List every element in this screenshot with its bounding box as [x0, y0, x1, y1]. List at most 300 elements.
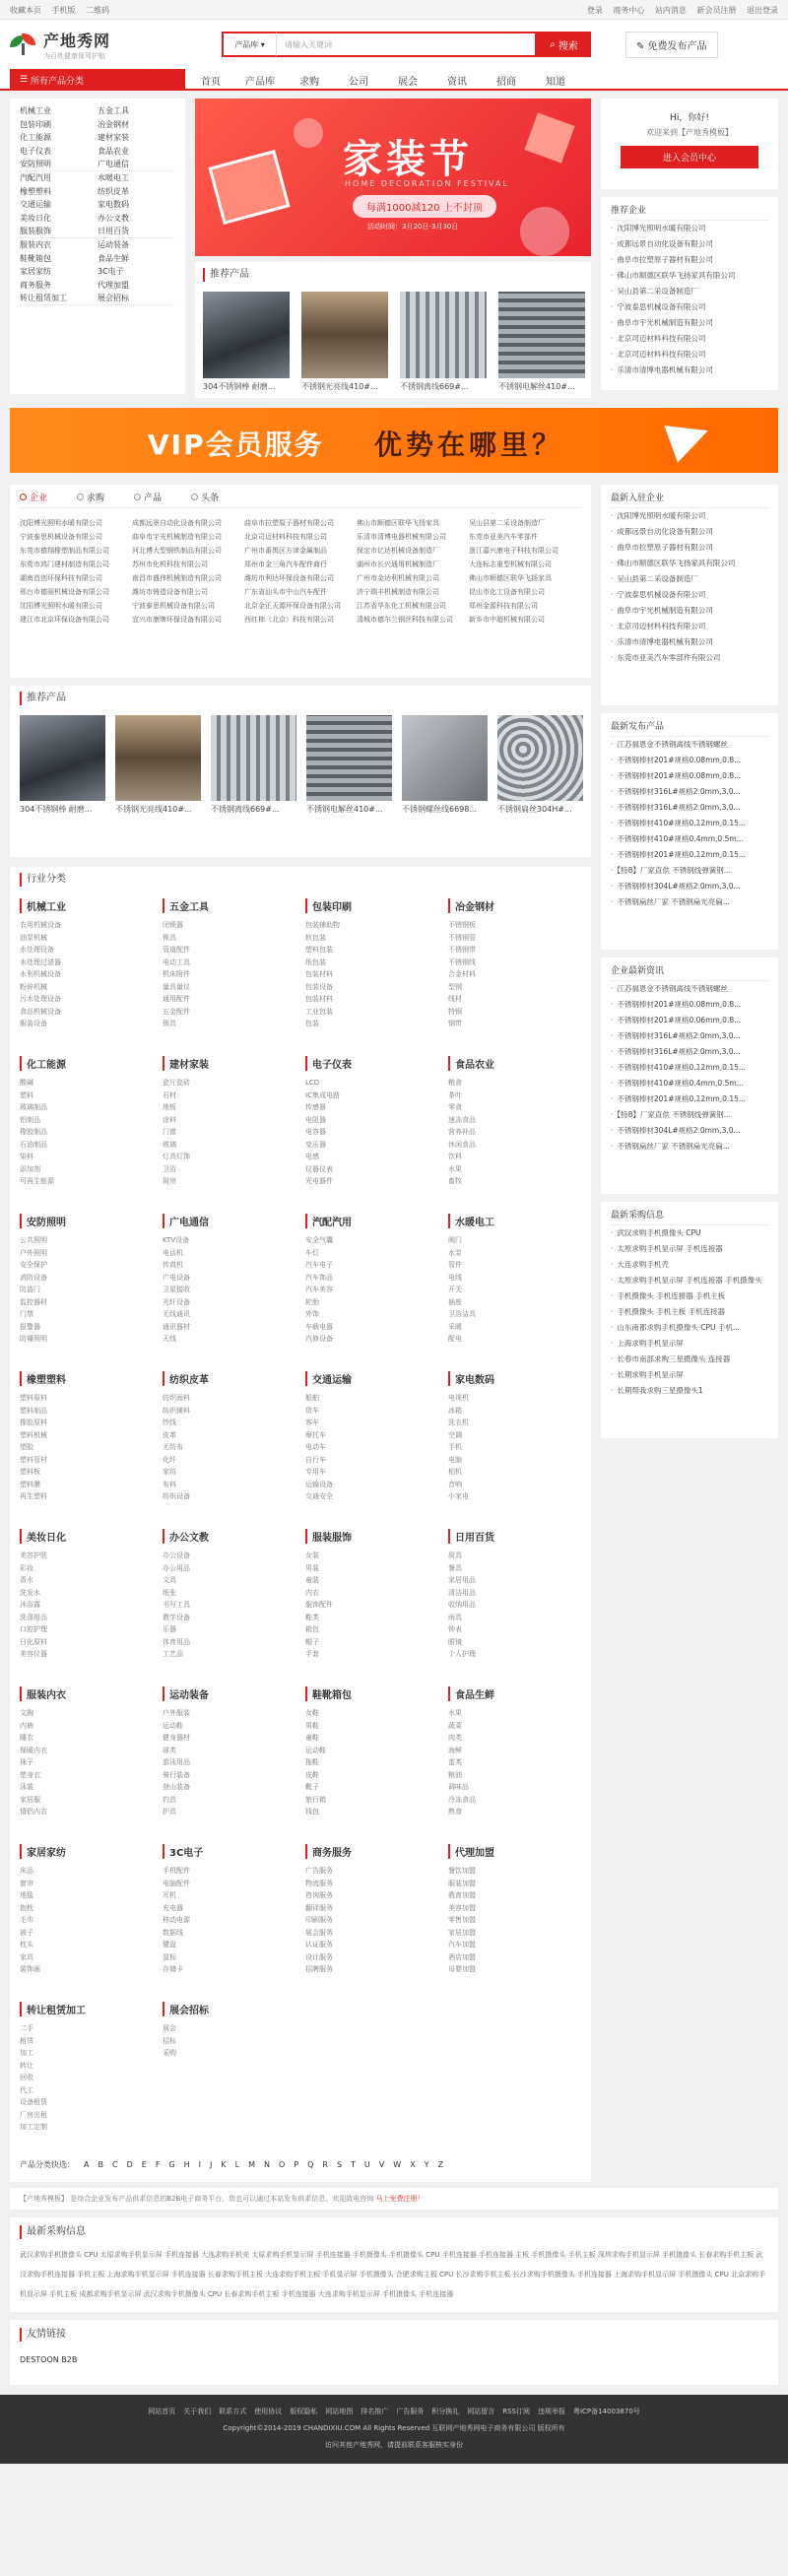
industry-link[interactable]: 塑料制品: [20, 1406, 47, 1415]
industry-title[interactable]: 展会招标: [163, 2002, 296, 2016]
industry-link[interactable]: 洗涤用品: [20, 1613, 47, 1621]
industry-link[interactable]: 装饰画: [20, 1965, 40, 1973]
list-item[interactable]: · 不锈钢棒材316L#规格2.0mm,3.0...: [611, 800, 768, 816]
promo-banner[interactable]: [195, 99, 591, 256]
topbar-link-favorite[interactable]: 收藏本页: [10, 5, 41, 15]
industry-link[interactable]: 设计服务: [305, 1952, 333, 1961]
list-item[interactable]: · 江苏福恩金不锈钢离线不锈钢螺丝: [611, 981, 768, 997]
industry-link[interactable]: 安全保护: [20, 1261, 47, 1269]
company-link[interactable]: 北京司迈材料科技有限公司: [244, 533, 327, 541]
industry-link[interactable]: 阀门: [448, 1236, 462, 1244]
industry-link[interactable]: 塑身衣: [20, 1770, 40, 1779]
industry-link[interactable]: 个人护理: [448, 1650, 476, 1658]
product-card[interactable]: [115, 715, 201, 815]
footer-link[interactable]: 广告服务: [396, 2408, 425, 2415]
category-link[interactable]: 化工能源: [20, 133, 51, 143]
industry-link[interactable]: 仪器仪表: [305, 1164, 333, 1173]
industry-link[interactable]: 玻璃: [163, 1140, 176, 1149]
industry-link[interactable]: 回收: [20, 2074, 33, 2081]
industry-link[interactable]: 铝制品: [20, 1115, 40, 1124]
industry-link[interactable]: 汽车加盟: [448, 1941, 476, 1949]
industry-link[interactable]: 男装: [305, 1563, 319, 1572]
industry-link[interactable]: 客车: [305, 1419, 319, 1426]
company-link[interactable]: 苏州市化机科技有限公司: [132, 561, 208, 568]
letter-link[interactable]: O: [278, 2160, 286, 2169]
industry-link[interactable]: 手套: [305, 1650, 319, 1658]
list-item[interactable]: · 不锈钢扁丝厂家 不锈钢扁光亮扁...: [611, 894, 768, 910]
company-link[interactable]: 佛山市顺德区联华飞扬家具: [469, 574, 552, 582]
company-link[interactable]: 保定市亿达机械设备制造厂: [357, 547, 439, 555]
footer-link[interactable]: 关于我们: [183, 2408, 212, 2415]
list-item[interactable]: · 不锈钢棒材201#规格0.06mm,0.8...: [611, 1013, 768, 1028]
letter-link[interactable]: N: [263, 2160, 270, 2169]
category-link[interactable]: 五金工具: [98, 106, 129, 116]
product-card[interactable]: [498, 292, 585, 392]
letter-link[interactable]: K: [221, 2160, 227, 2169]
industry-link[interactable]: 健身器材: [163, 1734, 190, 1742]
list-item[interactable]: · 乐清市清博电器机械有限公司: [611, 634, 768, 650]
list-item[interactable]: · 不锈钢棒材316L#规格2.0mm,3.0...: [611, 1028, 768, 1044]
list-item[interactable]: · 东莞市亚美汽车零部件有限公司: [611, 650, 768, 666]
category-link[interactable]: 食品农业: [98, 147, 129, 157]
industry-link[interactable]: 食品机械设备: [20, 1007, 61, 1016]
industry-link[interactable]: 不锈钢管: [448, 933, 476, 942]
footer-link[interactable]: 版权隐私: [290, 2408, 318, 2415]
industry-title[interactable]: 日用百货: [448, 1529, 581, 1544]
product-image[interactable]: [306, 715, 392, 801]
topbar-link-mobile[interactable]: 手机版: [51, 5, 76, 15]
industry-link[interactable]: 管道配件: [163, 946, 190, 954]
industry-link[interactable]: 二手: [20, 2024, 33, 2032]
list-item[interactable]: · 佛山市顺德区联华飞扬家具有限公司: [611, 556, 768, 571]
industry-link[interactable]: 数据线: [163, 1928, 183, 1937]
company-link[interactable]: 乐清市清博电器机械有限公司: [357, 533, 446, 541]
product-card[interactable]: [402, 715, 488, 815]
industry-link[interactable]: 监控器材: [20, 1297, 47, 1306]
list-item[interactable]: · 不锈钢棒材410#规格0.12mm,0.15...: [611, 1060, 768, 1076]
list-item[interactable]: · 吴山县第二采设备制造厂: [611, 284, 768, 299]
industry-link[interactable]: 加工: [20, 2049, 33, 2057]
product-image[interactable]: [400, 292, 487, 378]
topbar-link-register[interactable]: 新会员注册: [696, 5, 737, 15]
industry-link[interactable]: 交通安全: [305, 1492, 333, 1500]
product-card[interactable]: [306, 715, 392, 815]
industry-link[interactable]: 毛巾: [20, 1916, 33, 1924]
industry-link[interactable]: 光纤设备: [163, 1297, 190, 1306]
company-link[interactable]: 成都远景自动化设备有限公司: [132, 519, 222, 527]
industry-link[interactable]: 农用机械设备: [20, 921, 61, 929]
nav-item-home[interactable]: 首页: [201, 76, 221, 88]
industry-link[interactable]: 玻璃制品: [20, 1103, 47, 1111]
industry-link[interactable]: 电容器: [305, 1128, 326, 1136]
industry-link[interactable]: 服装加盟: [448, 1879, 476, 1887]
industry-link[interactable]: 女鞋: [305, 1709, 319, 1717]
category-link[interactable]: 机械工业: [20, 106, 51, 116]
company-link[interactable]: 昆山市化工设备有限公司: [469, 588, 545, 596]
industry-link[interactable]: 染料: [20, 1153, 33, 1160]
industry-link[interactable]: 窗帘: [20, 1879, 33, 1887]
list-item[interactable]: · 太原求购手机显示屏 手机连接器 手机摄像头: [611, 1273, 768, 1288]
list-item[interactable]: · 曲阜市拉塑原子器材有限公司: [611, 252, 768, 268]
footer-link[interactable]: 使用协议: [254, 2408, 283, 2415]
industry-link[interactable]: 充电器: [163, 1903, 183, 1912]
industry-link[interactable]: 合金材料: [448, 970, 476, 978]
industry-link[interactable]: 再生塑料: [20, 1492, 47, 1500]
industry-link[interactable]: 收纳用品: [448, 1601, 476, 1609]
industry-link[interactable]: 箱包: [305, 1625, 319, 1633]
industry-link[interactable]: 货车: [305, 1406, 319, 1415]
industry-link[interactable]: 办公设备: [163, 1552, 190, 1559]
industry-link[interactable]: 认证服务: [305, 1941, 333, 1949]
industry-link[interactable]: 通用配件: [163, 995, 190, 1003]
letter-link[interactable]: G: [168, 2160, 175, 2169]
industry-link[interactable]: 服饰配件: [305, 1601, 333, 1609]
company-link[interactable]: 广州市番禺区方津金属制品: [244, 547, 327, 555]
industry-link[interactable]: 水果: [448, 1709, 462, 1717]
list-item[interactable]: · 不锈钢棒材316L#规格2.0mm,3.0...: [611, 784, 768, 800]
industry-link[interactable]: 办公用品: [163, 1563, 190, 1572]
product-name[interactable]: 不锈钢离线669#...: [211, 805, 280, 814]
industry-link[interactable]: 钢带: [448, 1020, 462, 1027]
footer-link[interactable]: 违规举报: [537, 2408, 565, 2415]
industry-link[interactable]: 卫浴洁具: [448, 1310, 476, 1318]
product-card[interactable]: [301, 292, 388, 392]
nav-item-products[interactable]: 产品库: [245, 76, 275, 88]
company-link[interactable]: 曲阜市拉塑原子器材有限公司: [244, 519, 334, 527]
industry-link[interactable]: 骑行装备: [163, 1770, 190, 1779]
industry-link[interactable]: 印刷服务: [305, 1916, 333, 1924]
vip-banner[interactable]: [10, 408, 778, 473]
industry-link[interactable]: 不锈钢带: [448, 946, 476, 954]
industry-link[interactable]: 餐饮加盟: [448, 1867, 476, 1875]
industry-link[interactable]: 存储卡: [163, 1965, 183, 1973]
industry-link[interactable]: 休闲食品: [448, 1140, 476, 1149]
industry-link[interactable]: 美容加盟: [448, 1903, 476, 1912]
industry-link[interactable]: 粉碎机械: [20, 982, 47, 991]
list-item[interactable]: · 不锈钢棒材316L#规格2.0mm,3.0...: [611, 1044, 768, 1060]
letter-link[interactable]: Q: [307, 2160, 314, 2169]
nav-item-knowledge[interactable]: 知道: [546, 76, 565, 88]
industry-link[interactable]: 登山装备: [163, 1783, 190, 1791]
industry-link[interactable]: 相机: [448, 1468, 462, 1476]
industry-link[interactable]: 钱包: [305, 1808, 319, 1816]
industry-link[interactable]: 抱枕: [20, 1903, 33, 1912]
company-link[interactable]: 新乡市中超机械有限公司: [469, 616, 545, 624]
industry-link[interactable]: 酸碱: [20, 1079, 33, 1087]
industry-link[interactable]: 锁具: [163, 1020, 176, 1027]
footer-link[interactable]: RSS订阅: [502, 2408, 530, 2415]
industry-title[interactable]: 化工能源: [20, 1056, 153, 1071]
industry-link[interactable]: 冷冻食品: [448, 1795, 476, 1804]
industry-link[interactable]: 情侣内衣: [20, 1808, 47, 1816]
company-link[interactable]: 邢台市德丽机械设备有限公司: [20, 588, 109, 596]
industry-link[interactable]: 电视机: [448, 1394, 469, 1402]
company-link[interactable]: 沈阳博光照明水暖有限公司: [20, 519, 102, 527]
nav-item-companies[interactable]: 公司: [349, 76, 368, 88]
list-item[interactable]: · 不锈钢扁丝厂家 不锈钢扁光亮扁...: [611, 1139, 768, 1155]
letter-link[interactable]: T: [351, 2160, 356, 2169]
industry-link[interactable]: 水处理设备: [20, 946, 54, 954]
category-link[interactable]: 建材家装: [98, 133, 129, 143]
industry-title[interactable]: 代理加盟: [448, 1844, 581, 1859]
topbar-link-logout[interactable]: 退出登录: [747, 5, 778, 15]
industry-link[interactable]: 传真机: [163, 1261, 183, 1269]
industry-link[interactable]: 无纺布: [163, 1443, 183, 1451]
industry-link[interactable]: 传感器: [305, 1103, 326, 1111]
list-item[interactable]: · 曲阜市宇光机械制造有限公司: [611, 315, 768, 331]
list-item[interactable]: · 曲阜市拉塑原子器材有限公司: [611, 540, 768, 556]
letter-link[interactable]: U: [363, 2160, 370, 2169]
industry-link[interactable]: 日化原料: [20, 1637, 47, 1646]
industry-link[interactable]: 枕头: [20, 1941, 33, 1949]
industry-title[interactable]: 办公文教: [163, 1529, 296, 1544]
industry-link[interactable]: 软包装: [305, 933, 326, 942]
industry-title[interactable]: 美妆日化: [20, 1529, 153, 1544]
industry-link[interactable]: 采暖: [448, 1322, 462, 1331]
industry-title[interactable]: 包装印刷: [305, 898, 438, 913]
product-name[interactable]: 不锈钢电解丝410#...: [306, 805, 383, 814]
list-item[interactable]: · 北京司迈材料科技有限公司: [611, 347, 768, 363]
industry-link[interactable]: 电脑: [448, 1455, 462, 1464]
list-item[interactable]: · 不锈钢棒材410#规格0.12mm,0.15...: [611, 816, 768, 831]
company-link[interactable]: 建江市北京环保设备有限公司: [20, 616, 109, 624]
category-link[interactable]: 展会招标: [98, 294, 129, 303]
list-item[interactable]: · 【特8】厂家直供 不锈钢线弹簧钢...: [611, 863, 768, 879]
industry-link[interactable]: IC集成电路: [305, 1090, 340, 1099]
industry-title[interactable]: 建材家装: [163, 1056, 296, 1071]
tab-0[interactable]: [20, 491, 47, 503]
industry-link[interactable]: 童装: [305, 1576, 319, 1584]
product-image[interactable]: [498, 292, 585, 378]
industry-title[interactable]: 五金工具: [163, 898, 296, 913]
industry-link[interactable]: 厨具: [448, 1552, 462, 1559]
list-item[interactable]: · 太原求购手机显示屏 手机连接器: [611, 1241, 768, 1257]
industry-link[interactable]: 代工: [20, 2085, 33, 2094]
letter-link[interactable]: F: [155, 2160, 161, 2169]
industry-title[interactable]: 安防照明: [20, 1214, 153, 1228]
footer-link[interactable]: 网站首页: [148, 2408, 176, 2415]
list-item[interactable]: · 北京司迈材料科技有限公司: [611, 331, 768, 347]
topbar-link-business-center[interactable]: 商务中心: [613, 5, 645, 15]
industry-link[interactable]: 塑料机械: [20, 1430, 47, 1439]
industry-link[interactable]: 皮鞋: [305, 1770, 319, 1779]
industry-link[interactable]: 家具: [20, 1952, 33, 1961]
industry-link[interactable]: 展会服务: [305, 1928, 333, 1937]
product-card[interactable]: [203, 292, 290, 392]
list-item[interactable]: · 乐清市清博电器机械有限公司: [611, 363, 768, 378]
industry-title[interactable]: 水暖电工: [448, 1214, 581, 1228]
industry-link[interactable]: 纺织面料: [163, 1394, 190, 1402]
letter-link[interactable]: J: [210, 2160, 213, 2169]
list-item[interactable]: · 长期求购手机显示屏: [611, 1367, 768, 1383]
industry-link[interactable]: 蔬菜: [448, 1721, 462, 1730]
industry-link[interactable]: 冰箱: [448, 1406, 462, 1415]
industry-link[interactable]: 污水处理设备: [20, 995, 61, 1003]
industry-link[interactable]: 门窗: [163, 1128, 176, 1136]
industry-link[interactable]: 广电设备: [163, 1273, 190, 1282]
list-item[interactable]: · 武汉求购手机摄像头 CPU: [611, 1225, 768, 1241]
industry-link[interactable]: 咨询服务: [305, 1891, 333, 1899]
list-item[interactable]: · 上海求购手机显示屏: [611, 1336, 768, 1352]
industry-link[interactable]: 女装: [305, 1552, 319, 1559]
industry-link[interactable]: 布料: [163, 1480, 176, 1488]
product-card[interactable]: [400, 292, 487, 392]
industry-link[interactable]: 内裤: [20, 1721, 33, 1730]
category-link[interactable]: 服装内衣: [20, 240, 51, 250]
list-item[interactable]: · 宁波泰思机械设备有限公司: [611, 299, 768, 315]
list-item[interactable]: · 手机摄像头 手机主板 手机连接器: [611, 1304, 768, 1320]
industry-link[interactable]: 工业包装: [305, 1007, 333, 1016]
industry-link[interactable]: 营养补品: [448, 1128, 476, 1136]
list-item[interactable]: · 长期帮我求购三星摄像头1: [611, 1383, 768, 1399]
industry-link[interactable]: 配电: [448, 1335, 462, 1343]
industry-link[interactable]: 插座: [448, 1297, 462, 1306]
industry-link[interactable]: 报警器: [20, 1322, 40, 1331]
industry-link[interactable]: 纸包装: [305, 958, 326, 966]
publish-product-button[interactable]: ✎ 免费发布产品: [625, 32, 718, 58]
industry-link[interactable]: 车灯: [305, 1248, 319, 1257]
industry-title[interactable]: 服装服饰: [305, 1529, 438, 1544]
industry-link[interactable]: 纺织设备: [163, 1492, 190, 1500]
industry-title[interactable]: 电子仪表: [305, 1056, 438, 1071]
industry-link[interactable]: 塑料膜: [20, 1480, 40, 1488]
list-item[interactable]: · 不锈钢棒材304L#规格2.0mm,3.0...: [611, 879, 768, 894]
industry-link[interactable]: 小家电: [448, 1492, 469, 1500]
industry-link[interactable]: 纱线: [163, 1419, 176, 1426]
industry-link[interactable]: 塑胶: [20, 1443, 33, 1451]
category-link[interactable]: 交通运输: [20, 200, 51, 210]
industry-link[interactable]: 靴子: [305, 1783, 319, 1791]
industry-link[interactable]: 门禁: [20, 1310, 33, 1318]
industry-link[interactable]: 乐器: [163, 1625, 176, 1633]
company-link[interactable]: 济宁瑞丰机械制造有限公司: [357, 588, 439, 596]
industry-link[interactable]: 体育用品: [163, 1637, 190, 1646]
footer-link[interactable]: 粤ICP备14003870号: [572, 2408, 640, 2415]
industry-link[interactable]: 运动鞋: [163, 1721, 183, 1730]
industry-title[interactable]: 机械工业: [20, 898, 153, 913]
all-categories-button[interactable]: ☰ 所有产品分类: [10, 69, 185, 91]
category-link[interactable]: 汽配汽用: [20, 173, 51, 183]
industry-link[interactable]: 蛋类: [448, 1758, 462, 1766]
company-link[interactable]: 潍坊市利达环保设备有限公司: [244, 574, 334, 582]
industry-title[interactable]: 冶金钢材: [448, 898, 581, 913]
industry-link[interactable]: 口腔护理: [20, 1625, 47, 1633]
industry-link[interactable]: 游泳用品: [163, 1758, 190, 1766]
industry-link[interactable]: 化纤: [163, 1455, 176, 1464]
list-item[interactable]: · 大连求购手机壳: [611, 1257, 768, 1273]
industry-link[interactable]: 工艺品: [163, 1650, 183, 1658]
topbar-link-messages[interactable]: 站内消息: [654, 5, 687, 15]
category-link[interactable]: 转让租赁加工: [20, 294, 67, 303]
category-link[interactable]: 纺织皮革: [98, 186, 129, 196]
industry-link[interactable]: 拖鞋: [305, 1758, 319, 1766]
category-link[interactable]: 电子仪表: [20, 147, 51, 157]
industry-link[interactable]: 运输设备: [305, 1480, 333, 1488]
member-center-button[interactable]: 进入会员中心: [621, 146, 758, 168]
industry-link[interactable]: 粮食: [448, 1079, 462, 1087]
industry-link[interactable]: 防盗门: [20, 1286, 40, 1293]
product-card[interactable]: [20, 715, 105, 815]
search-category-select[interactable]: 产品库 ▾: [222, 32, 276, 57]
industry-link[interactable]: 家居用品: [448, 1576, 476, 1584]
letter-link[interactable]: P: [294, 2160, 299, 2169]
nav-item-buying[interactable]: 求购: [299, 76, 319, 88]
company-link[interactable]: 东莞市亚美汽车零部件: [469, 533, 538, 541]
industry-link[interactable]: 安全气囊: [305, 1236, 333, 1244]
product-name[interactable]: 不锈钢扁丝304H#...: [497, 805, 572, 814]
industry-link[interactable]: 轮胎: [305, 1297, 319, 1306]
industry-link[interactable]: 特钢: [448, 1007, 462, 1016]
list-item[interactable]: · 不锈钢棒材304L#规格2.0mm,3.0...: [611, 1123, 768, 1139]
product-image[interactable]: [203, 292, 290, 378]
letter-link[interactable]: W: [393, 2160, 402, 2169]
industry-link[interactable]: 鞋类: [305, 1613, 319, 1621]
list-item[interactable]: · 江苏福恩金不锈钢离线不锈钢螺丝: [611, 737, 768, 753]
product-image[interactable]: [211, 715, 296, 801]
industry-link[interactable]: 畜牧: [448, 1177, 462, 1185]
industry-link[interactable]: 睡衣: [20, 1734, 33, 1742]
industry-link[interactable]: 纺织辅料: [163, 1406, 190, 1415]
industry-title[interactable]: 3C电子: [163, 1844, 296, 1859]
letter-link[interactable]: A: [84, 2160, 90, 2169]
product-image[interactable]: [301, 292, 388, 378]
category-link[interactable]: 家电数码: [98, 200, 129, 210]
industry-link[interactable]: 招标: [163, 2036, 176, 2045]
industry-link[interactable]: 塑料包装: [305, 946, 333, 954]
industry-link[interactable]: 石材: [163, 1090, 176, 1099]
industry-link[interactable]: 袜子: [20, 1758, 33, 1766]
category-link[interactable]: 运动装备: [98, 240, 129, 250]
industry-link[interactable]: 光电器件: [305, 1177, 333, 1185]
company-link[interactable]: 广东省汕头市中山汽车配件: [244, 588, 327, 596]
category-link[interactable]: 办公文教: [98, 214, 129, 224]
industry-link[interactable]: 设备租赁: [20, 2098, 47, 2106]
register-link[interactable]: 马上免费注册！: [375, 2195, 425, 2203]
industry-title[interactable]: 橡塑塑料: [20, 1371, 153, 1386]
industry-link[interactable]: 锁具: [163, 933, 176, 942]
industry-link[interactable]: 型钢: [448, 982, 462, 991]
industry-link[interactable]: 洗衣机: [448, 1419, 469, 1426]
industry-link[interactable]: 床品: [20, 1867, 33, 1875]
industry-link[interactable]: LCD: [305, 1079, 320, 1087]
topbar-link-login[interactable]: 登录: [586, 5, 603, 15]
industry-link[interactable]: 灯具灯饰: [163, 1153, 190, 1160]
industry-link[interactable]: 转让: [20, 2061, 33, 2070]
industry-title[interactable]: 食品生鲜: [448, 1686, 581, 1701]
buying-text[interactable]: 武汉求购手机摄像头 CPU 太原求购手机显示屏 手机连接器 大连求购手机壳 太原求购手机显示屏 手机连接器 手机摄像头 手机摄像头 CPU 手机连接器 手机连接器 主板 手机摄像头 手机主板 深圳求购手机显示屏 手机摄像头 长春求购手机主板 武汉求购手机连接器 手机主板 上海求购手机显示屏 手机连接器 长春求购手机主板 大连求购手机主板 手机显示屏 手机摄像头 合肥求购主板 CPU 长沙求购手机主板 长沙求购手机摄像头 手机连接器 上海求购手机显示屏 手机摄像头 CPU 北京求购手机显示屏 手机主板 成都求购手机显示屏 武汉求购手机摄像头 CPU 长春求购手机主板 手机连接器 大连求购手机显示屏 手机摄像头 手机连接器: [20, 2251, 766, 2298]
list-item[interactable]: · 不锈钢棒材201#规格0.08mm,0.8...: [611, 768, 768, 784]
industry-link[interactable]: 家居服: [20, 1795, 40, 1804]
industry-link[interactable]: 石油制品: [20, 1140, 47, 1149]
industry-link[interactable]: 球类: [163, 1746, 176, 1754]
category-link[interactable]: 食品生鲜: [98, 253, 129, 263]
letter-link[interactable]: S: [336, 2160, 343, 2169]
industry-link[interactable]: 教学设备: [163, 1613, 190, 1621]
industry-link[interactable]: 零售加盟: [448, 1916, 476, 1924]
industry-link[interactable]: 包装: [305, 1020, 319, 1027]
list-item[interactable]: · 宁波泰思机械设备有限公司: [611, 587, 768, 603]
industry-link[interactable]: 塑料管材: [20, 1455, 47, 1464]
letter-link[interactable]: Z: [437, 2160, 444, 2169]
product-image[interactable]: [497, 715, 583, 801]
industry-link[interactable]: 闭锁器: [163, 921, 183, 929]
industry-link[interactable]: 天线: [163, 1335, 176, 1343]
industry-title[interactable]: 食品农业: [448, 1056, 581, 1071]
industry-link[interactable]: 防爆照明: [20, 1335, 47, 1343]
industry-link[interactable]: 户外照明: [20, 1248, 47, 1257]
industry-link[interactable]: 手机: [448, 1443, 462, 1451]
industry-link[interactable]: 水泵: [448, 1248, 462, 1257]
